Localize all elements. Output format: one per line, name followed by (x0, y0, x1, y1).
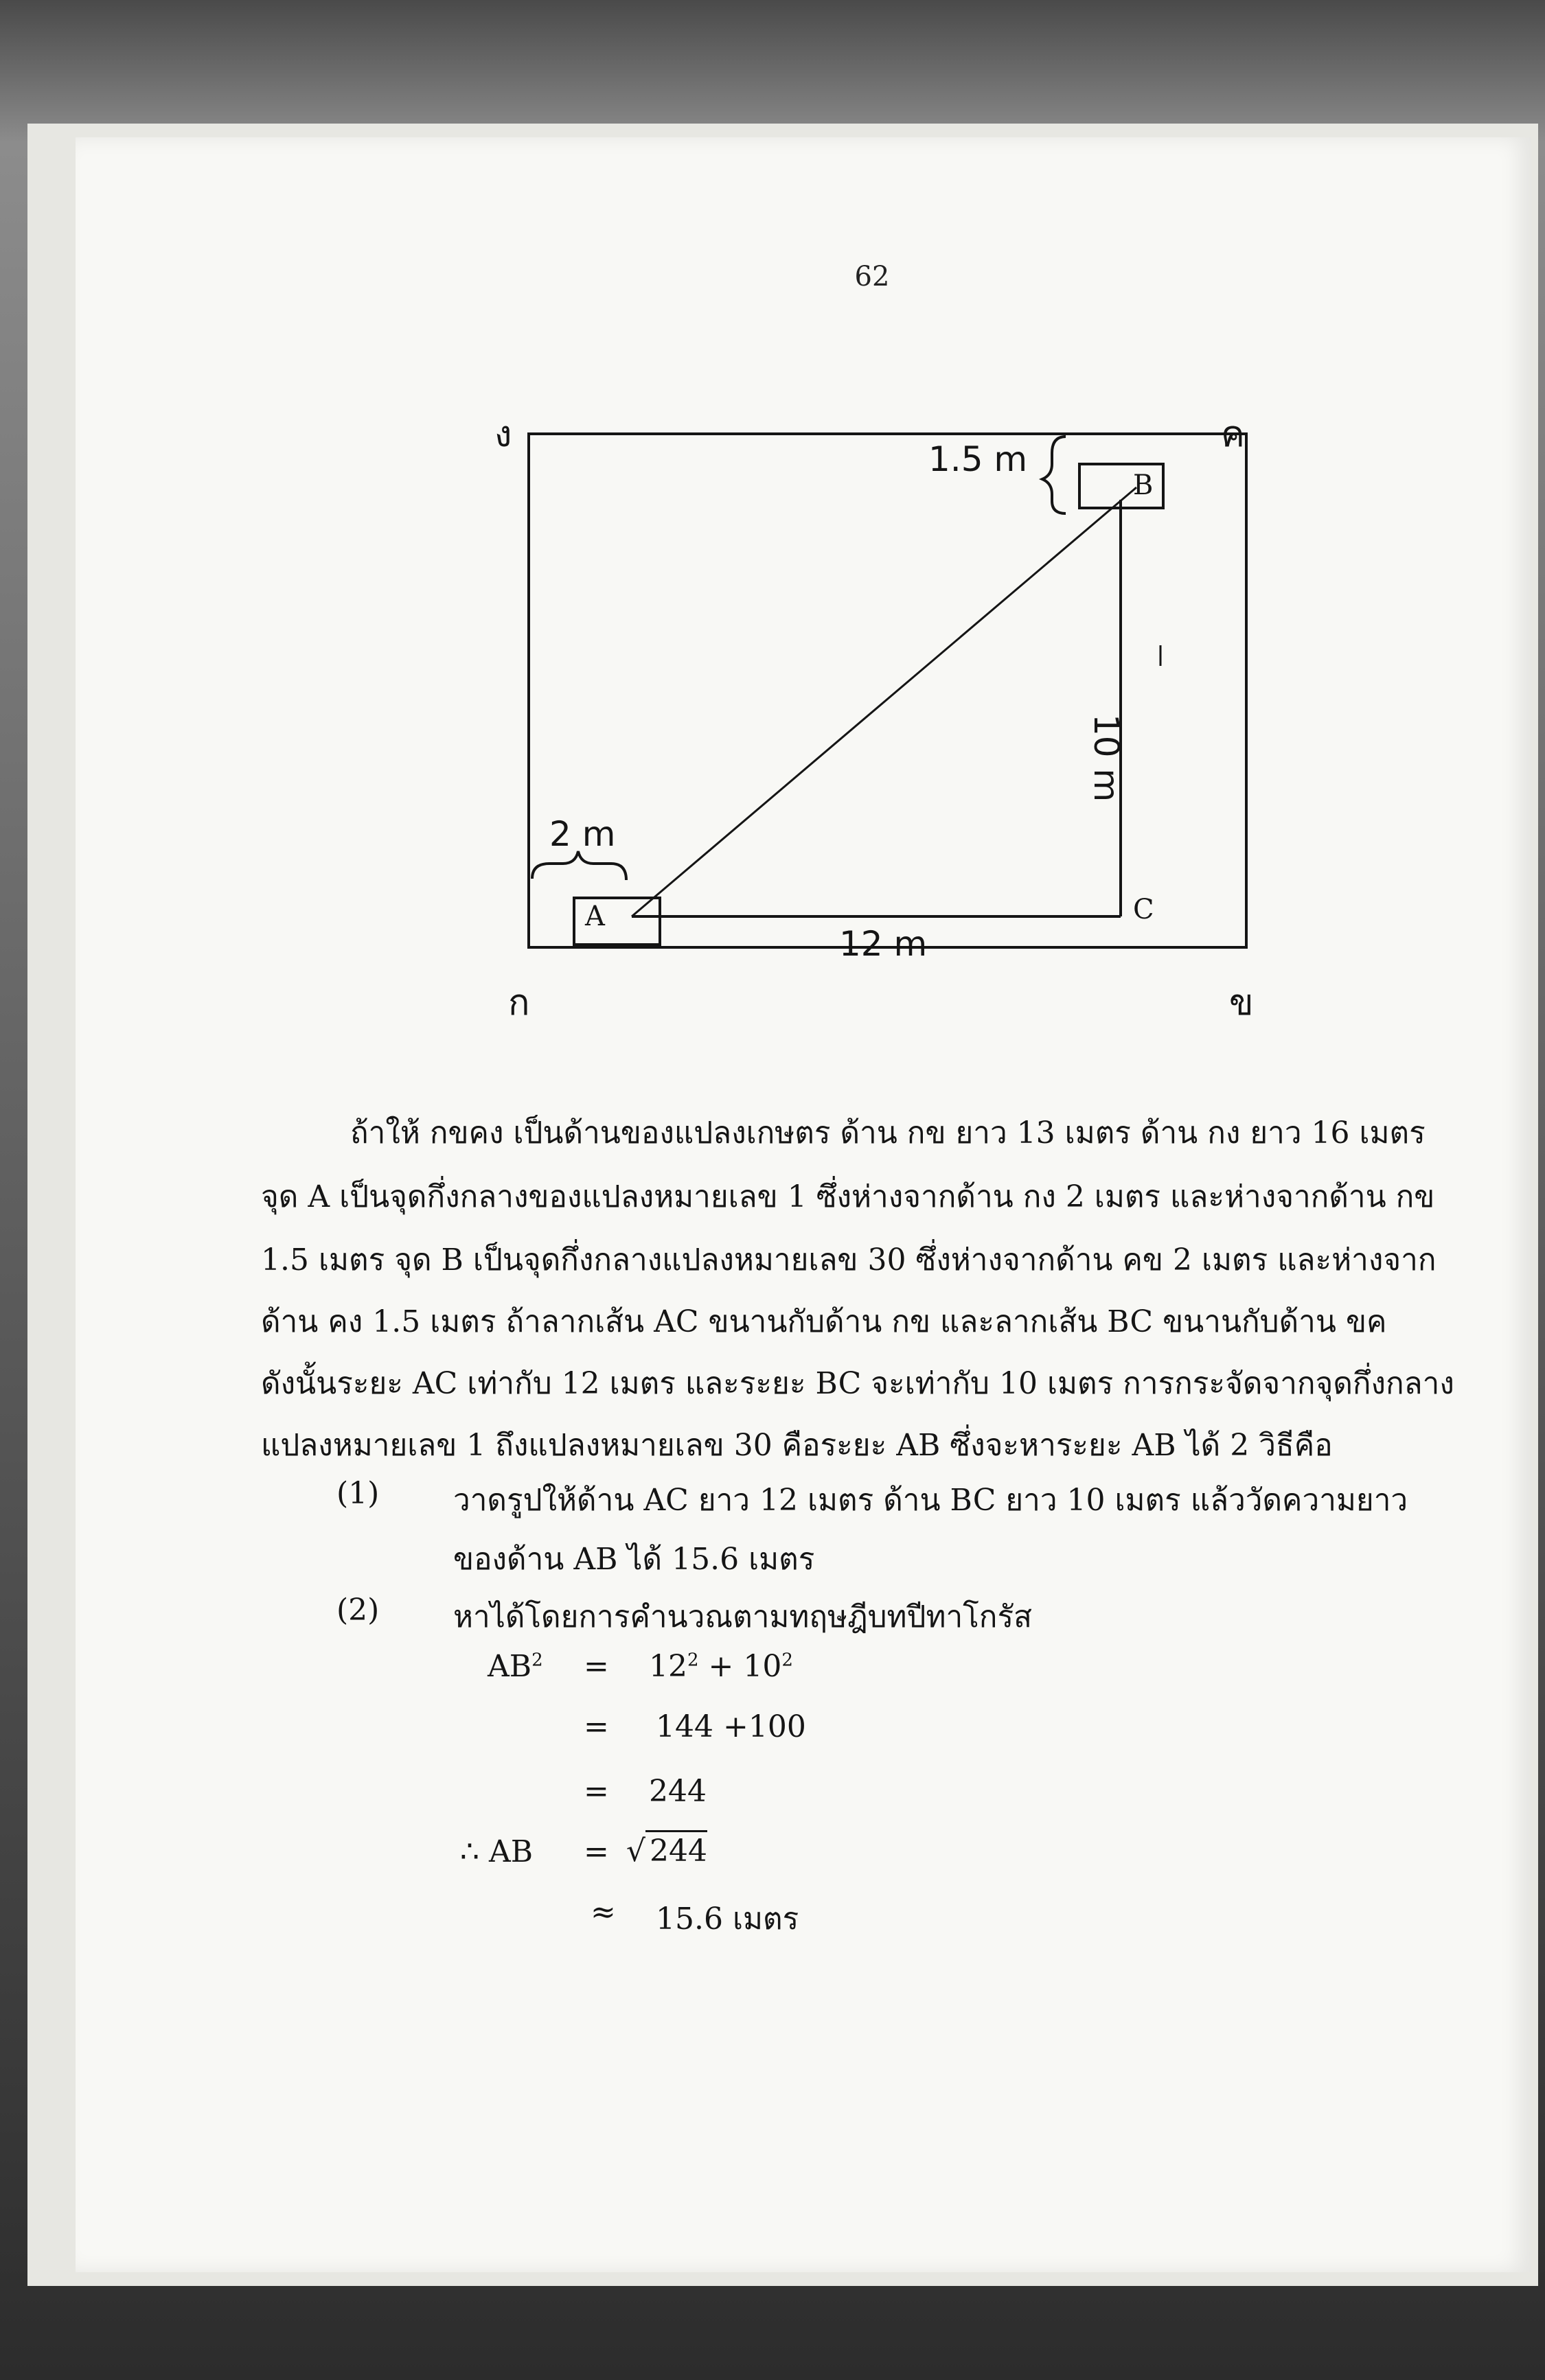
method-1-number: (1) (336, 1476, 380, 1511)
corner-label-ko: ก (508, 982, 530, 1024)
eq-2-equals: = (584, 1709, 609, 1744)
sqrt-symbol: √ (626, 1834, 646, 1869)
label-1-5m: 1.5 m (928, 439, 1028, 479)
point-c-label: C (1133, 894, 1154, 925)
corner-label-kho: ค (1221, 414, 1245, 455)
eq-4-equals: = (584, 1834, 609, 1869)
method-2-line-1: หาได้โดยการคำนวณตามทฤษฎีบทปีทาโกรัส (453, 1599, 1032, 1634)
eq-4-lhs: ∴ AB (460, 1834, 534, 1869)
eq-4-rhs: √ 244 (626, 1830, 707, 1869)
eq-2-rhs: 144 +100 (656, 1709, 806, 1744)
paragraph-line-6: แปลงหมายเลข 1 ถึงแปลงหมายเลข 30 คือระยะ AB ซึ่งจะหาระยะ AB ได้ 2 วิธีคือ (261, 1428, 1333, 1463)
corner-label-ng: ง (494, 414, 512, 455)
method-1-line-1: วาดรูปให้ด้าน AC ยาว 12 เมตร ด้าน BC ยาว 10 เมตร แล้ววัดความยาว (453, 1483, 1408, 1518)
field-boundary (529, 434, 1246, 947)
label-10m: 10 m (1086, 714, 1126, 802)
corner-label-kho-khai: ข (1229, 982, 1254, 1024)
point-b-label: B (1133, 470, 1154, 501)
eq-1-lhs: $AB^2$ (488, 1649, 543, 1684)
paragraph-line-3: 1.5 เมตร จุด B เป็นจุดกึ่งกลางแปลงหมายเลข 30 ซึ่งห่างจากด้าน คข 2 เมตร และห่างจาก (261, 1243, 1437, 1278)
paragraph-line-2: จุด A เป็นจุดกึ่งกลางของแปลงหมายเลข 1 ซึ่งห่างจากด้าน กง 2 เมตร และห่างจากด้าน กข (261, 1179, 1435, 1214)
label-12m: 12 m (839, 924, 928, 964)
paragraph-line-4: ด้าน คง 1.5 เมตร ถ้าลากเส้น AC ขนานกับด้าน กข และลากเส้น BC ขนานกับด้าน ขค (261, 1304, 1387, 1339)
eq-5-rhs: 15.6 เมตร (656, 1902, 799, 1937)
eq-5-approx: ≈ (591, 1895, 616, 1930)
eq-1-rhs: $12^2 + 10^2$ (649, 1649, 793, 1684)
line-ab (632, 487, 1136, 916)
paragraph-line-1: ถ้าให้ กขคง เป็นด้านของแปลงเกษตร ด้าน กข ยาว 13 เมตร ด้าน กง ยาว 16 เมตร (350, 1116, 1426, 1151)
method-2-number: (2) (336, 1593, 380, 1628)
page-number: 62 (854, 261, 890, 292)
eq-3-equals: = (584, 1774, 609, 1809)
paragraph-line-5: ดังนั้นระยะ AC เท่ากับ 12 เมตร และระยะ BC จะเท่ากับ 10 เมตร การกระจัดจากจุดกึ่งกลาง (261, 1366, 1454, 1401)
brace-2m (532, 851, 626, 880)
eq-3-rhs: 244 (649, 1774, 707, 1809)
brace-1-5m (1042, 437, 1066, 513)
method-1-line-2: ของด้าน AB ได้ 15.6 เมตร (453, 1542, 815, 1577)
eq-1-equals: = (584, 1649, 609, 1684)
point-a-label: A (585, 901, 605, 932)
label-2m: 2 m (549, 814, 616, 854)
